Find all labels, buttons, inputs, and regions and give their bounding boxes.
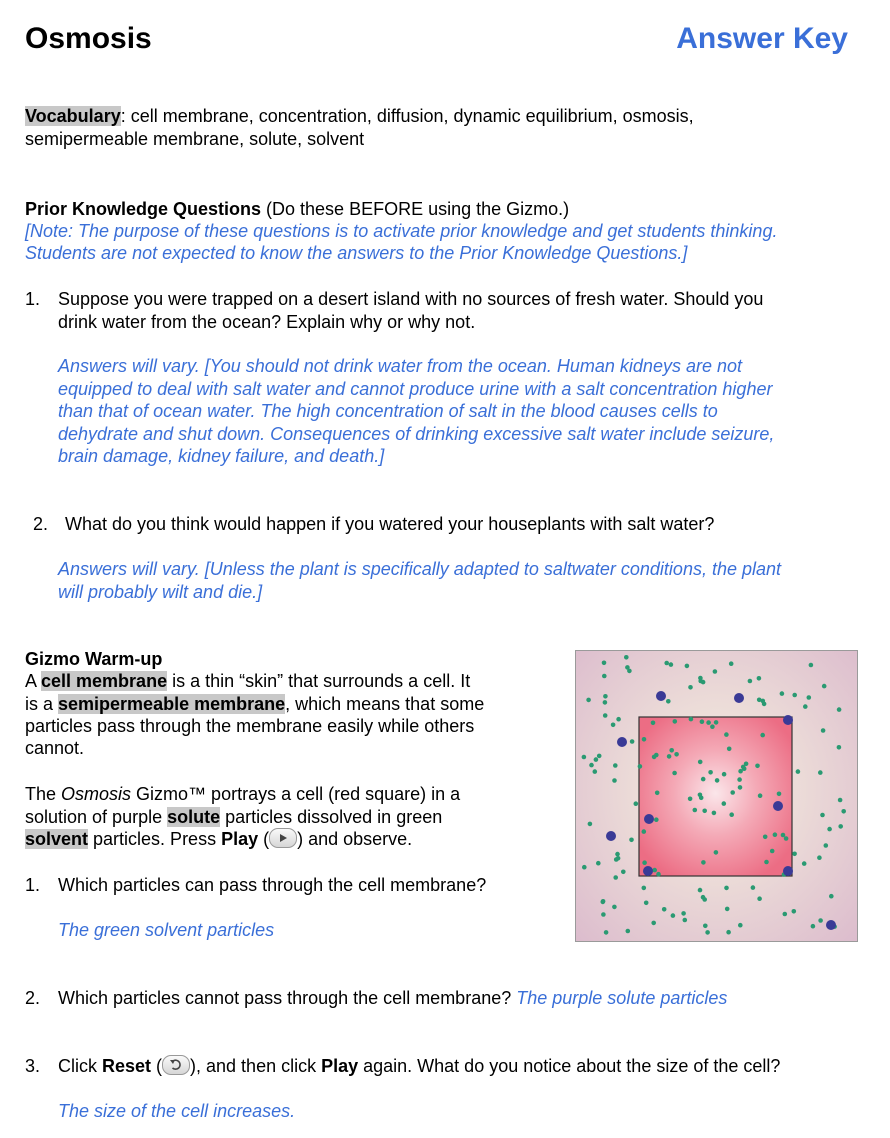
solvent-particle — [703, 924, 708, 929]
solvent-particle — [726, 930, 731, 935]
solvent-particle — [612, 778, 617, 783]
solvent-particle — [652, 868, 657, 873]
solvent-particle — [613, 763, 618, 768]
solute-particle — [643, 866, 653, 876]
solvent-particle — [751, 885, 756, 890]
warmup-p2-line-2: solution of purple solute particles dissolved in green — [25, 807, 443, 827]
solute-particle — [656, 691, 666, 701]
warmup-p1-line-4: cannot. — [25, 738, 85, 758]
solvent-particle — [642, 886, 647, 891]
warmup-answer-3: The size of the cell increases. — [58, 1101, 296, 1121]
solvent-particle — [764, 860, 769, 865]
answer-2-line: Answers will vary. [Unless the plant is specifically adapted to saltwater conditions, the plant — [58, 559, 782, 579]
solvent-particle — [781, 833, 786, 838]
reset-button-icon — [162, 1055, 190, 1075]
solvent-particle — [671, 913, 676, 918]
answer-1-line: brain damage, kidney failure, and death.] — [58, 446, 385, 466]
solvent-particle — [601, 912, 606, 917]
solvent-particle — [841, 809, 846, 814]
solvent-particle — [829, 894, 834, 899]
solvent-particle — [737, 777, 742, 782]
solvent-particle — [594, 757, 599, 762]
solvent-particle — [698, 793, 703, 798]
solvent-particle — [715, 778, 720, 783]
solvent-particle — [597, 754, 602, 759]
solvent-particle — [818, 918, 823, 923]
solvent-particle — [792, 693, 797, 698]
solute-particle — [617, 737, 627, 747]
warmup-p1-line-3: particles pass through the membrane easily while others — [25, 716, 475, 736]
term-semipermeable-membrane: semipermeable membrane — [58, 694, 286, 714]
solvent-particle — [616, 856, 621, 861]
solvent-particle — [689, 717, 694, 722]
solvent-particle — [589, 763, 594, 768]
solvent-particle — [724, 886, 729, 891]
solvent-particle — [688, 797, 693, 802]
solvent-particle — [770, 849, 775, 854]
solvent-particle — [616, 717, 621, 722]
solvent-particle — [705, 930, 710, 935]
solvent-particle — [612, 905, 617, 910]
answer-1-line: than that of ocean water. The high concentration of salt in the blood causes cells to — [58, 401, 718, 421]
solvent-particle — [820, 813, 825, 818]
question-number: 3. — [25, 1056, 41, 1076]
question-2-text: What do you think would happen if you watered your houseplants with salt water? — [65, 514, 715, 534]
warmup-answer-1: The green solvent particles — [58, 920, 275, 940]
warmup-answer-2: The purple solute particles — [516, 988, 728, 1008]
solvent-particle — [724, 732, 729, 737]
solvent-particle — [722, 801, 727, 806]
solvent-particle — [777, 792, 782, 797]
solvent-particle — [713, 669, 718, 674]
warmup-p1-line-2: is a semipermeable membrane, which means that some — [25, 694, 485, 714]
solvent-particle — [760, 733, 765, 738]
solvent-particle — [738, 785, 743, 790]
solvent-particle — [755, 764, 760, 769]
vocabulary-line-2: semipermeable membrane, solute, solvent — [25, 129, 365, 149]
solvent-particle — [651, 921, 656, 926]
solvent-particle — [727, 747, 732, 752]
solvent-particle — [662, 907, 667, 912]
solvent-particle — [642, 737, 647, 742]
term-cell-membrane: cell membrane — [41, 671, 168, 691]
solvent-particle — [730, 790, 735, 795]
warmup-question-3: Click Reset ( ), and then click Play again. What do you notice about the size of the cell? — [58, 1056, 781, 1076]
solvent-particle — [588, 822, 593, 827]
solvent-particle — [837, 745, 842, 750]
solvent-particle — [807, 695, 812, 700]
solvent-particle — [784, 836, 789, 841]
solvent-particle — [603, 700, 608, 705]
solvent-particle — [642, 860, 647, 865]
solvent-particle — [621, 870, 626, 875]
solvent-particle — [685, 664, 690, 669]
solute-particle — [644, 814, 654, 824]
solvent-particle — [809, 663, 814, 668]
solvent-particle — [822, 684, 827, 689]
solvent-particle — [582, 755, 587, 760]
solvent-particle — [664, 661, 669, 666]
solvent-particle — [796, 769, 801, 774]
question-number: 1. — [25, 875, 41, 895]
solvent-particle — [673, 719, 678, 724]
solvent-particle — [757, 698, 762, 703]
solvent-particle — [644, 901, 649, 906]
solvent-particle — [773, 832, 778, 837]
solute-particle — [783, 715, 793, 725]
solvent-particle — [688, 685, 693, 690]
solvent-particle — [672, 771, 677, 776]
solvent-particle — [586, 698, 591, 703]
solvent-particle — [656, 872, 661, 877]
solvent-particle — [701, 860, 706, 865]
solvent-particle — [603, 713, 608, 718]
solvent-particle — [669, 748, 674, 753]
solvent-particle — [827, 827, 832, 832]
solvent-particle — [593, 769, 598, 774]
answer-2-line: will probably wilt and die.] — [58, 582, 263, 602]
solvent-particle — [698, 760, 703, 765]
solvent-particle — [706, 720, 711, 725]
solvent-particle — [603, 694, 608, 699]
warmup-question-2: Which particles cannot pass through the cell membrane? The purple solute particles — [58, 988, 728, 1008]
vocabulary-line-1: Vocabulary: cell membrane, concentration, diffusion, dynamic equilibrium, osmosis, — [25, 106, 694, 126]
solvent-particle — [630, 739, 635, 744]
solvent-particle — [763, 835, 768, 840]
solvent-particle — [669, 662, 674, 667]
answer-1-line: equipped to deal with salt water and cannot produce urine with a salt concentration higher — [58, 379, 773, 399]
solvent-particle — [626, 929, 631, 934]
question-number: 1. — [25, 289, 41, 309]
warmup-p2-line-1: The Osmosis Gizmo™ portrays a cell (red square) in a — [25, 784, 461, 804]
solvent-particle — [838, 824, 843, 829]
solvent-particle — [634, 801, 639, 806]
solvent-particle — [818, 770, 823, 775]
solvent-particle — [601, 900, 606, 905]
solvent-particle — [604, 930, 609, 935]
osmosis-simulation — [576, 651, 857, 941]
solvent-particle — [748, 679, 753, 684]
solvent-particle — [666, 699, 671, 704]
warmup-p2-line-3: solvent particles. Press Play ( ) and observe. — [25, 829, 413, 849]
solvent-particle — [729, 661, 734, 666]
solvent-particle — [642, 829, 647, 834]
solvent-particle — [651, 721, 656, 726]
solvent-particle — [714, 850, 719, 855]
solvent-particle — [710, 724, 715, 729]
solvent-particle — [654, 817, 659, 822]
solvent-particle — [683, 918, 688, 923]
solvent-particle — [611, 723, 616, 728]
warmup-question-1: Which particles can pass through the cell membrane? — [58, 875, 487, 895]
page-title: Osmosis — [25, 22, 152, 55]
solvent-particle — [783, 912, 788, 917]
question-number: 2. — [33, 514, 49, 534]
solute-particle — [606, 831, 616, 841]
prior-note-line-1: [Note: The purpose of these questions is to activate prior knowledge and get students thinking. — [25, 221, 778, 241]
solvent-particle — [757, 676, 762, 681]
solvent-particle — [744, 762, 749, 767]
solvent-particle — [821, 728, 826, 733]
solvent-particle — [824, 843, 829, 848]
solvent-particle — [698, 679, 703, 684]
solvent-particle — [596, 861, 601, 866]
solvent-particle — [811, 924, 816, 929]
solvent-particle — [638, 764, 643, 769]
solvent-particle — [817, 855, 822, 860]
solvent-particle — [674, 752, 679, 757]
answer-1-line: Answers will vary. [You should not drink water from the ocean. Human kidneys are not — [58, 356, 742, 376]
solvent-particle — [738, 923, 743, 928]
solvent-particle — [624, 655, 629, 660]
vocabulary-label: Vocabulary — [25, 106, 121, 126]
question-number: 2. — [25, 988, 41, 1008]
prior-knowledge-heading: Prior Knowledge Questions (Do these BEFORE using the Gizmo.) — [25, 199, 570, 219]
solvent-particle — [582, 865, 587, 870]
solvent-particle — [762, 702, 767, 707]
solvent-particle — [602, 674, 607, 679]
solvent-particle — [681, 911, 686, 916]
solvent-particle — [802, 861, 807, 866]
solvent-particle — [701, 777, 706, 782]
solvent-particle — [803, 704, 808, 709]
solute-particle — [734, 693, 744, 703]
solvent-particle — [693, 808, 698, 813]
solute-particle — [783, 866, 793, 876]
solvent-particle — [702, 809, 707, 814]
answer-1-line: dehydrate and shut down. Consequences of drinking excessive salt water include seizure, — [58, 424, 775, 444]
term-solvent: solvent — [25, 829, 89, 849]
solute-particle — [773, 801, 783, 811]
solvent-particle — [714, 720, 719, 725]
warmup-heading: Gizmo Warm-up — [25, 649, 163, 669]
play-button-icon — [269, 828, 297, 848]
answer-key-label: Answer Key — [676, 22, 848, 55]
solvent-particle — [712, 811, 717, 816]
solvent-particle — [613, 875, 618, 880]
solvent-particle — [837, 707, 842, 712]
solvent-particle — [655, 791, 660, 796]
solvent-particle — [757, 896, 762, 901]
solvent-particle — [701, 895, 706, 900]
solvent-particle — [838, 798, 843, 803]
solvent-particle — [792, 852, 797, 857]
warmup-p1-line-1: A cell membrane is a thin “skin” that surrounds a cell. It — [25, 671, 471, 691]
solvent-particle — [780, 691, 785, 696]
solvent-particle — [725, 907, 730, 912]
solvent-particle — [758, 793, 763, 798]
solvent-particle — [667, 754, 672, 759]
solvent-particle — [615, 852, 620, 857]
solvent-particle — [722, 772, 727, 777]
solvent-particle — [698, 888, 703, 893]
solvent-particle — [654, 753, 659, 758]
solvent-particle — [729, 812, 734, 817]
osmosis-gizmo-image — [575, 650, 858, 942]
question-1-line-2: drink water from the ocean? Explain why or why not. — [58, 312, 476, 332]
solvent-particle — [602, 661, 607, 666]
term-solute: solute — [167, 807, 221, 827]
question-1-line-1: Suppose you were trapped on a desert island with no sources of fresh water. Should you — [58, 289, 764, 309]
solvent-particle — [708, 770, 713, 775]
solvent-particle — [625, 665, 630, 670]
prior-note-line-2: Students are not expected to know the answers to the Prior Knowledge Questions.] — [25, 243, 688, 263]
solvent-particle — [792, 909, 797, 914]
solute-particle — [826, 920, 836, 930]
solvent-particle — [629, 838, 634, 843]
solvent-particle — [700, 719, 705, 724]
